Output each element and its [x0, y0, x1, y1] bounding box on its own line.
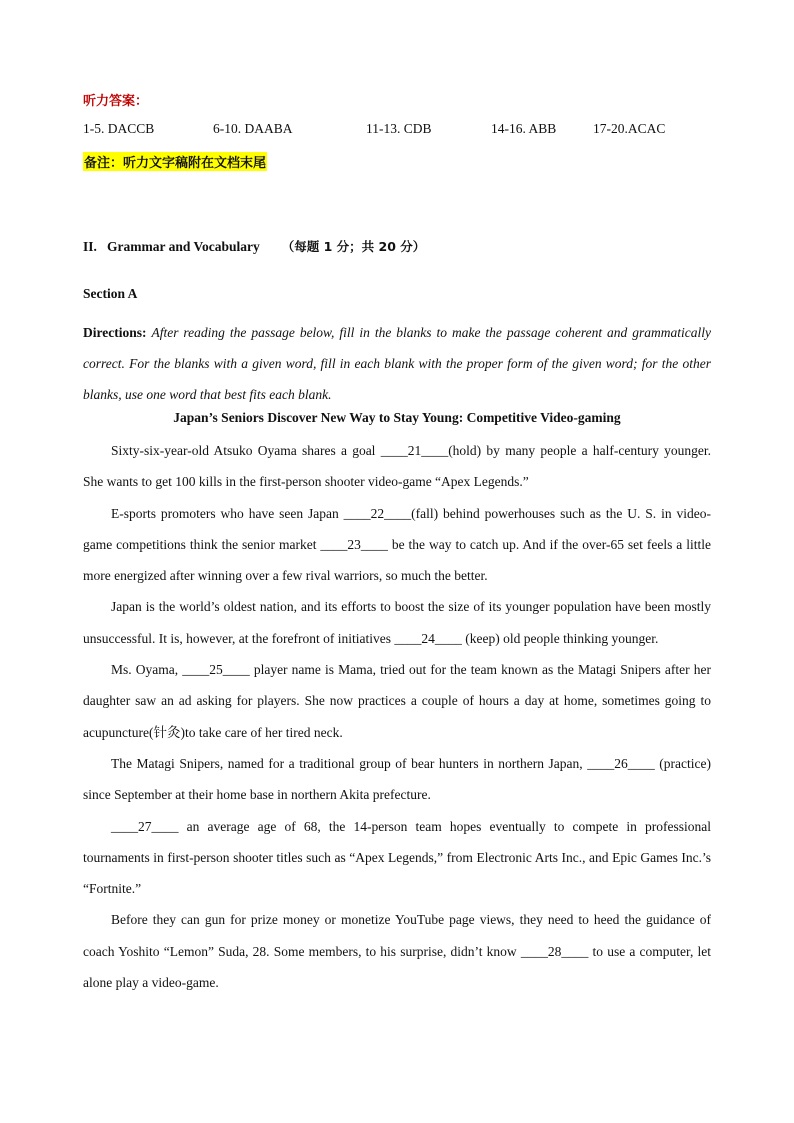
- passage-paragraph: The Matagi Snipers, named for a traditional group of bear hunters in northern Japan, ____26____ (practice) since September at their home base in northern Akita prefecture.: [83, 755, 711, 803]
- answer-group: 17-20.ACAC: [593, 121, 666, 136]
- transcript-note: 备注：听力文字稿附在文档末尾: [83, 152, 267, 171]
- passage-paragraph: Before they can gun for prize money or monetize YouTube page views, they need to heed the guidance of coach Yoshito “Lemon” Suda, 28. Some members, to his surprise, didn’t know ____28____ to use a computer, let alone play a video-game.: [83, 912, 711, 991]
- listening-answers-row: [83, 121, 711, 141]
- directions-block: [83, 317, 711, 410]
- passage-paragraph: Japan is the world’s oldest nation, and its efforts to boost the size of its younger population have been mostly unsuccessful. It is, however, at the forefront of initiatives ____24____ (keep) old people thinking younger.: [83, 599, 711, 646]
- passage-paragraph: Ms. Oyama, ____25____ player name is Mama, tried out for the team known as the Matagi Snipers after her daughter saw an ad asking for players. She now practices a couple of hours a day at home, sometimes going to acupuncture(针灸)to take care of her tired neck.: [83, 662, 711, 740]
- passage-body: [83, 435, 711, 998]
- directions-label: Directions:: [83, 325, 147, 340]
- listening-answers-title: 听力答案：: [83, 94, 149, 109]
- section-title: II. Grammar and Vocabulary: [83, 239, 260, 254]
- answer-group: 1-5. DACCB: [83, 121, 155, 136]
- section-a-label: Section A: [83, 286, 138, 301]
- answer-group: 11-13. CDB: [366, 121, 432, 136]
- answer-group: 14-16. ABB: [491, 121, 557, 136]
- passage-paragraph: ____27____ an average age of 68, the 14-person team hopes eventually to compete in professional tournaments in first-person shooter titles such as “Apex Legends,” from Electronic Arts Inc., and Epic Games Inc.’s “Fortnite.”: [83, 818, 711, 897]
- directions-text: After reading the passage below, fill in the blanks to make the passage coherent and grammatically correct. For the blanks with a given word, fill in each blank with the proper form of the given word; for the other blanks, use one word that best fits each blank.: [83, 325, 711, 402]
- answer-group: 6-10. DAABA: [213, 121, 293, 136]
- passage-title: Japan’s Seniors Discover New Way to Stay Young: Competitive Video-gaming: [173, 410, 621, 425]
- passage-paragraph: E-sports promoters who have seen Japan ____22____(fall) behind powerhouses such as the U. S. in video-game competitions think the senior market ____23____ be the way to catch up. And if the over-65 set feels a little more energized after winning over a few rival warriors, so much the better.: [83, 505, 711, 584]
- section-heading: [83, 237, 425, 255]
- section-points: （每题 1 分；共 20 分）: [281, 239, 426, 254]
- passage-paragraph: Sixty-six-year-old Atsuko Oyama shares a goal ____21____(hold) by many people a half-century younger. She wants to get 100 kills in the first-person shooter video-game “Apex Legends.”: [83, 443, 711, 490]
